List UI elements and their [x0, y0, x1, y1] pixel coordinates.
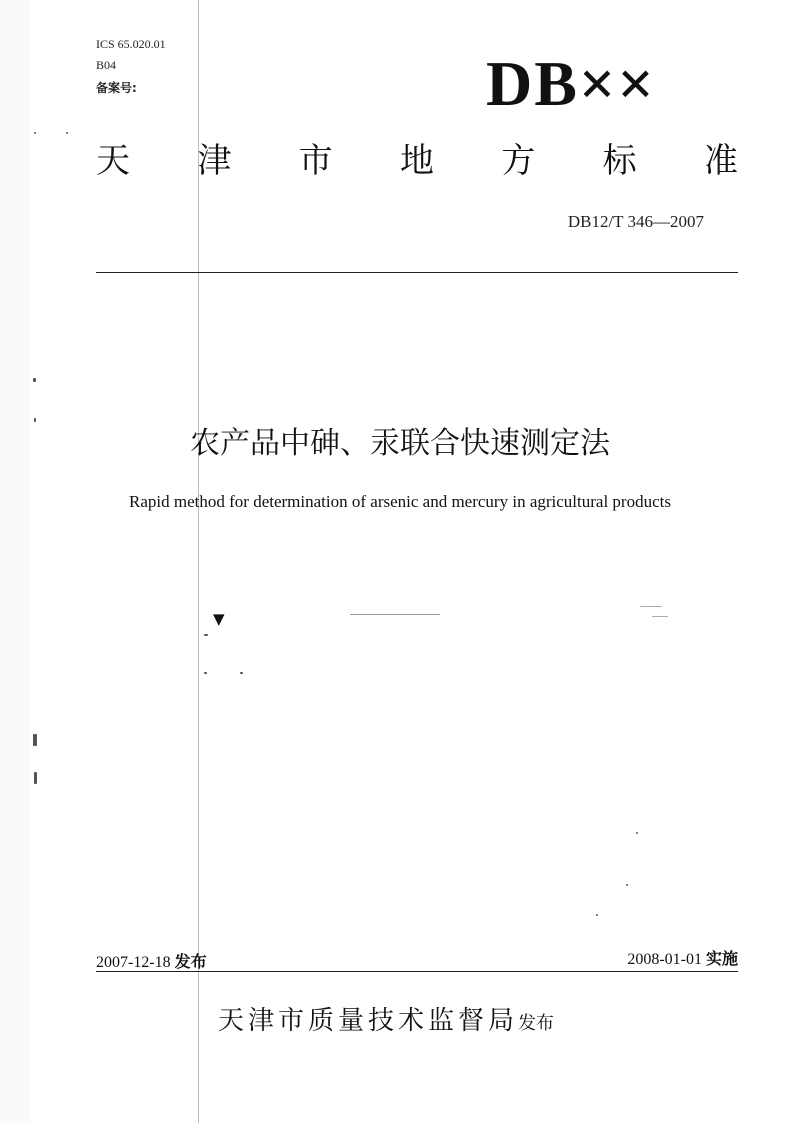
scan-speck: [204, 672, 207, 674]
scan-speck: [204, 634, 208, 636]
ics-code: ICS 65.020.01: [96, 37, 166, 51]
authority-char: 地: [399, 141, 434, 181]
scan-gutter: [0, 0, 30, 1123]
title-english: Rapid method for determination of arsenic and mercury in agricultural products: [129, 492, 671, 511]
scan-speck: [34, 772, 37, 784]
authority-char: 准: [703, 141, 738, 181]
authority-char: 标: [602, 141, 637, 181]
footer-rule: [96, 971, 738, 972]
doc-code: DB××: [486, 48, 656, 119]
classification-code: B04: [96, 58, 117, 72]
scan-speck: [33, 378, 36, 382]
faded-stroke: [350, 614, 440, 615]
scan-speck: [652, 616, 668, 617]
scan-speck: [34, 418, 36, 422]
header-rule: [96, 272, 738, 273]
scan-speck: [626, 884, 628, 886]
issuing-authority: [218, 1000, 554, 1037]
issuer-suffix: 发布: [518, 1013, 555, 1034]
issue-label: 发布: [174, 952, 207, 971]
standard-number: DB12/T 346—2007: [567, 212, 704, 231]
authority-title: [96, 138, 738, 184]
implementation-label: 实施: [705, 949, 738, 968]
scan-speck: [66, 132, 68, 134]
authority-char: 市: [298, 141, 333, 181]
issue-date-value: 2007-12-18: [96, 954, 171, 971]
scan-speck: [640, 606, 662, 607]
scan-speck: [33, 734, 37, 746]
issuer-name: 天津市质量技术监督局: [218, 1006, 519, 1036]
implementation-date: [627, 946, 738, 969]
title-chinese: 农产品中砷、汞联合快速测定法: [190, 426, 610, 461]
scan-speck: [596, 914, 598, 916]
authority-char: 天: [96, 141, 130, 181]
issue-date: [96, 949, 207, 972]
record-number-label: 备案号:: [96, 81, 137, 95]
scan-speck: [636, 832, 638, 834]
authority-char: 津: [197, 141, 232, 181]
scan-speck: [240, 672, 243, 674]
down-triangle-icon: ▼: [213, 610, 225, 628]
authority-char: 方: [501, 141, 536, 181]
scan-speck: [34, 132, 36, 134]
implementation-date-value: 2008-01-01: [627, 951, 702, 968]
